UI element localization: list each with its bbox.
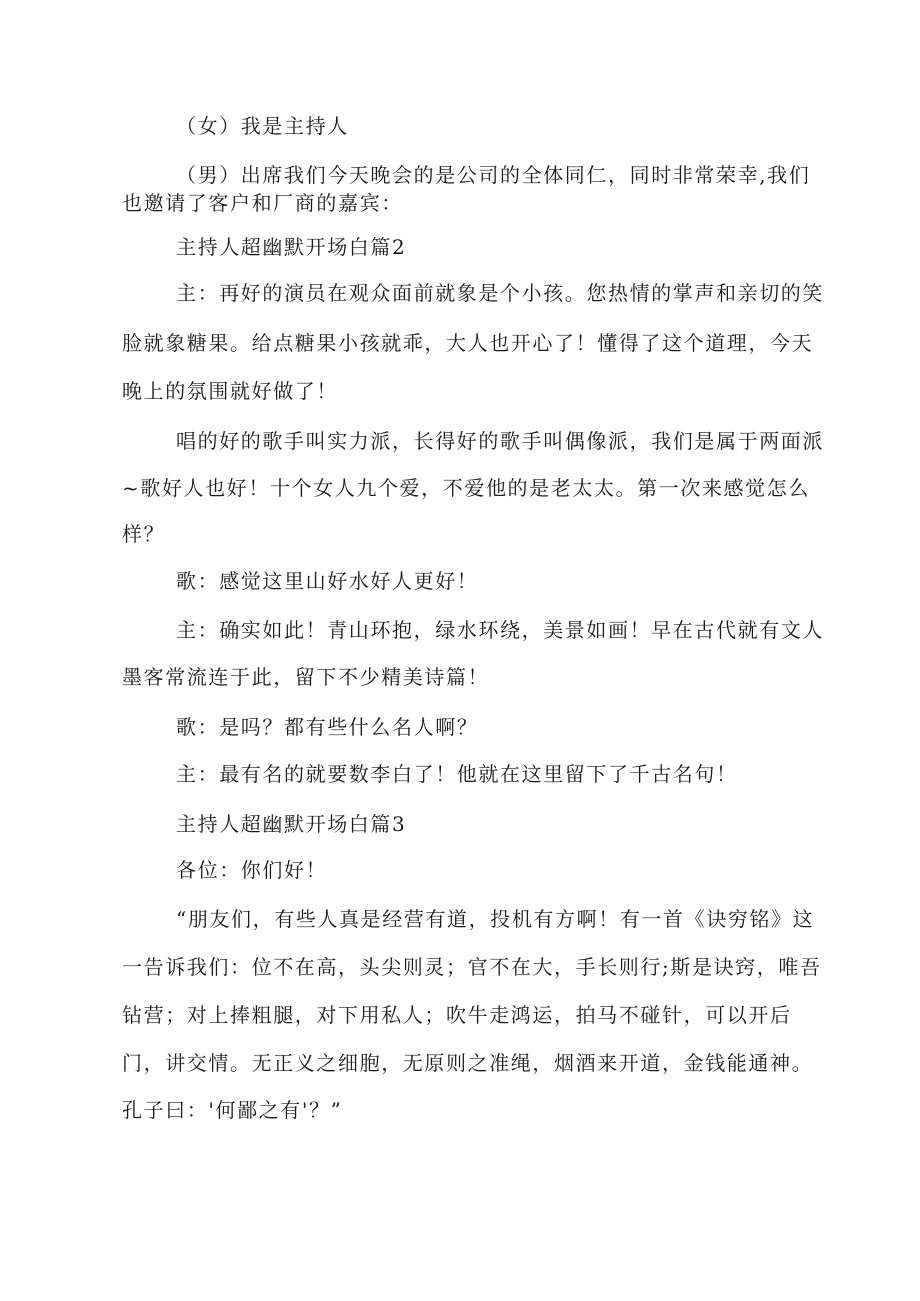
paragraph-quote-line5: 孔子曰：'何鄙之有'？” <box>122 1098 343 1122</box>
paragraph-singers-line2: ~歌好人也好！十个女人九个爱，不爱他的是老太太。第一次来感觉怎么 <box>122 476 810 500</box>
paragraph-singers-line1: 唱的好的歌手叫实力派，长得好的歌手叫偶像派，我们是属于两面派 <box>176 429 824 453</box>
paragraph-host-1-line3: 晚上的氛围就好做了！ <box>122 379 338 403</box>
paragraph-quote-line3: 钻营；对上捧粗腿，对下用私人；吹牛走鸿运，拍马不碰针，可以开后 <box>122 1003 792 1027</box>
paragraph-singer-reply-1: 歌：感觉这里山好水好人更好！ <box>176 569 479 593</box>
paragraph-quote-line4: 门，讲交情。无正义之细胞，无原则之准绳，烟酒来开道，金钱能通神。 <box>122 1051 814 1075</box>
paragraph-host-3: 主：最有名的就要数李白了！他就在这里留下了千古名句！ <box>176 762 738 786</box>
paragraph-male-host-line1: （男）出席我们今天晚会的是公司的全体同仁，同时非常荣幸,我们 <box>176 163 811 187</box>
section-heading-2: 主持人超幽默开场白篇2 <box>176 235 407 259</box>
paragraph-host-2-line1: 主：确实如此！青山环抱，绿水环绕，美景如画！早在古代就有文人 <box>176 618 824 642</box>
paragraph-host-1-line1: 主：再好的演员在观众面前就象是个小孩。您热情的掌声和亲切的笑 <box>176 281 824 305</box>
section-heading-3: 主持人超幽默开场白篇3 <box>176 812 407 836</box>
paragraph-greeting: 各位：你们好！ <box>176 858 328 882</box>
paragraph-host-1-line2: 脸就象糖果。给点糖果小孩就乖，大人也开心了！懂得了这个道理，今天 <box>122 331 814 355</box>
paragraph-quote-line2: 一告诉我们：位不在高，头尖则灵；官不在大，手长则行;斯是诀窍，唯吾 <box>122 955 822 979</box>
paragraph-host-2-line2: 墨客常流连于此，留下不少精美诗篇！ <box>122 665 490 689</box>
paragraph-quote-line1: “朋友们，有些人真是经营有道，投机有方啊！有一首《诀穷铭》这 <box>176 907 815 931</box>
paragraph-female-host: （女）我是主持人 <box>176 114 349 138</box>
paragraph-male-host-line2: 也邀请了客户和厂商的嘉宾： <box>122 191 403 215</box>
paragraph-singer-reply-2: 歌：是吗？都有些什么名人啊？ <box>176 715 479 739</box>
paragraph-singers-line3: 样？ <box>122 522 166 546</box>
